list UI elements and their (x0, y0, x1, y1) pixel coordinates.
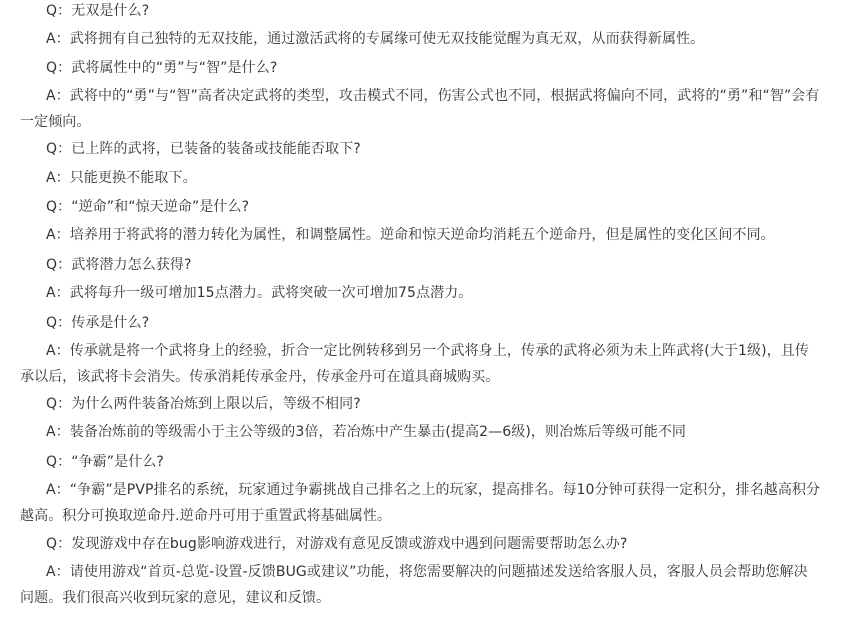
faq-question: Q：武将属性中的“勇”与“智”是什么? (46, 60, 278, 76)
faq-question: Q：发现游戏中存在bug影响游戏进行，对游戏有意见反馈或游戏中遇到问题需要帮助怎么办? (46, 536, 628, 552)
faq-question: Q：“争霸”是什么? (46, 454, 164, 470)
faq-question: Q：武将潜力怎么获得? (46, 257, 192, 273)
faq-question: Q：传承是什么? (46, 315, 150, 331)
faq-answer-line: A：传承就是将一个武将身上的经验，折合一定比例转移到另一个武将身上，传承的武将必须为未上阵武将(大于1级)，且传 (46, 343, 810, 359)
faq-answer-line: A：武将拥有自己独特的无双技能，通过激活武将的专属缘可使无双技能觉醒为真无双，从而获得新属性。 (46, 31, 705, 47)
faq-question: Q：为什么两件装备冶炼到上限以后，等级不相同? (46, 396, 361, 412)
faq-answer-line: 一定倾向。 (20, 114, 91, 130)
faq-answer-line: A：“争霸”是PVP排名的系统，玩家通过争霸挑战自己排名之上的玩家，提高排名。每10分钟可获得一定积分，排名越高积分 (46, 482, 821, 498)
faq-answer-line: A：请使用游戏“首页-总览-设置-反馈BUG或建议”功能，将您需要解决的问题描述发送给客服人员，客服人员会帮助您解决 (46, 564, 808, 580)
faq-question: Q：已上阵的武将，已装备的装备或技能能否取下? (46, 141, 361, 157)
faq-answer-line: A：培养用于将武将的潜力转化为属性，和调整属性。逆命和惊天逆命均消耗五个逆命丹，但是属性的变化区间不同。 (46, 227, 775, 243)
faq-answer-line: 越高。积分可换取逆命丹.逆命丹可用于重置武将基础属性。 (20, 508, 392, 524)
faq-answer-line: A：只能更换不能取下。 (46, 170, 197, 186)
faq-answer-line: A：装备冶炼前的等级需小于主公等级的3倍，若冶炼中产生暴击(提高2—6级)，则冶炼后等级可能不同 (46, 424, 687, 440)
faq-question: Q：“逆命”和“惊天逆命”是什么? (46, 199, 250, 215)
faq-answer-line: A：武将每升一级可增加15点潜力。武将突破一次可增加75点潜力。 (46, 285, 473, 301)
faq-question: Q：无双是什么? (46, 3, 150, 19)
faq-answer-line: 承以后，该武将卡会消失。传承消耗传承金丹，传承金丹可在道具商城购买。 (20, 369, 500, 385)
faq-answer-line: 问题。我们很高兴收到玩家的意见，建议和反馈。 (20, 590, 331, 606)
faq-answer-line: A：武将中的“勇”与“智”高者决定武将的类型，攻击模式不同，伤害公式也不同，根据武将偏向不同，武将的“勇”和“智”会有 (46, 88, 820, 104)
